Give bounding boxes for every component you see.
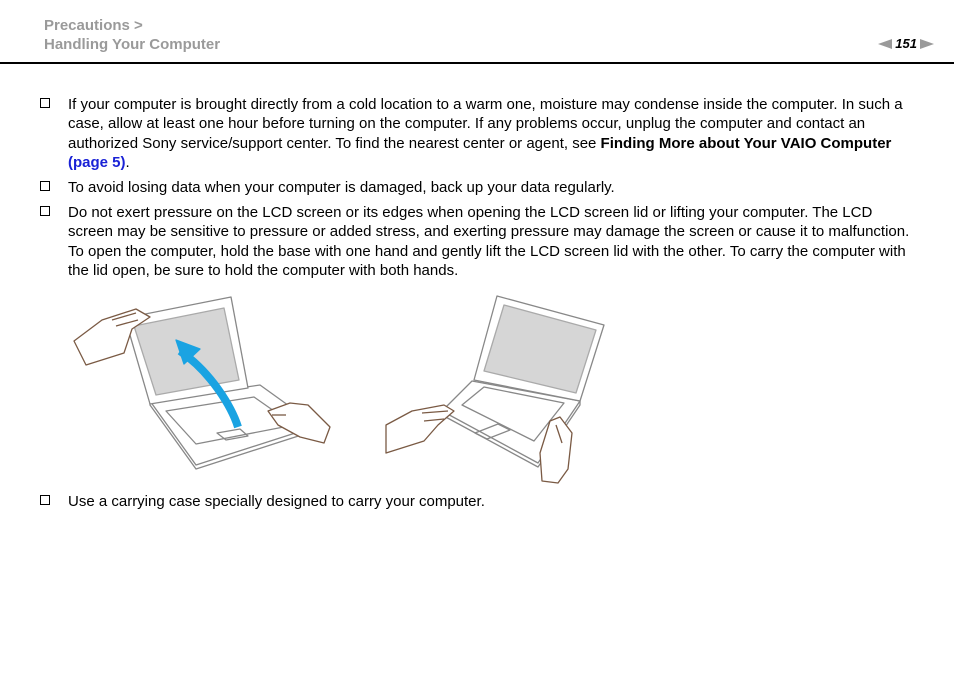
bullet-text: To avoid losing data when your computer is damaged, back up your data regularly. (68, 179, 615, 196)
checkbox-bullet-icon (40, 98, 50, 108)
breadcrumb-precautions[interactable]: Precautions > (44, 17, 143, 34)
page-number: 151 (895, 36, 917, 51)
carrying-laptop-illustration (386, 296, 604, 483)
bullet-item-carrying-case (40, 492, 920, 511)
opening-lid-illustration (74, 297, 330, 469)
checkbox-bullet-icon (40, 206, 50, 216)
bullet-item-backup (40, 178, 920, 197)
next-page-arrow-icon[interactable] (920, 39, 934, 49)
bullet-text-end: . (125, 154, 130, 172)
header-divider (0, 62, 954, 64)
bullet-text: If your computer is brought directly from a cold location to a warm one, moisture may condense inside the computer. In such a case, allow at least one hour before turning on the computer. If any problems occur, unplug the computer and contact an authorized Sony service/support center. To find the nearest center or agent, see (68, 96, 903, 152)
bullet-item-pressure (40, 203, 920, 281)
checkbox-bullet-icon (40, 495, 50, 505)
reference-title: Finding More about Your VAIO Computer (600, 134, 892, 152)
bullet-text: Do not exert pressure on the LCD screen or its edges when opening the LCD screen lid or lifting your computer. The LCD screen may be sensitive to pressure or added stress, and exerting pressure may damage the screen or cause it to malfunction. To open the computer, hold the base with one hand and gently lift the LCD screen lid with the other. To carry the computer with the lid open, be sure to hold the computer with both hands. (68, 204, 910, 280)
page-link[interactable]: (page 5) (68, 154, 126, 172)
breadcrumb (44, 16, 220, 54)
bullet-text: Use a carrying case specially designed to carry your computer. (68, 493, 485, 510)
page-navigator (878, 36, 934, 51)
bullet-item-moisture (40, 95, 920, 173)
previous-page-arrow-icon[interactable] (878, 39, 892, 49)
checkbox-bullet-icon (40, 181, 50, 191)
breadcrumb-current: Handling Your Computer (44, 36, 221, 53)
laptop-handling-illustration (72, 293, 612, 485)
